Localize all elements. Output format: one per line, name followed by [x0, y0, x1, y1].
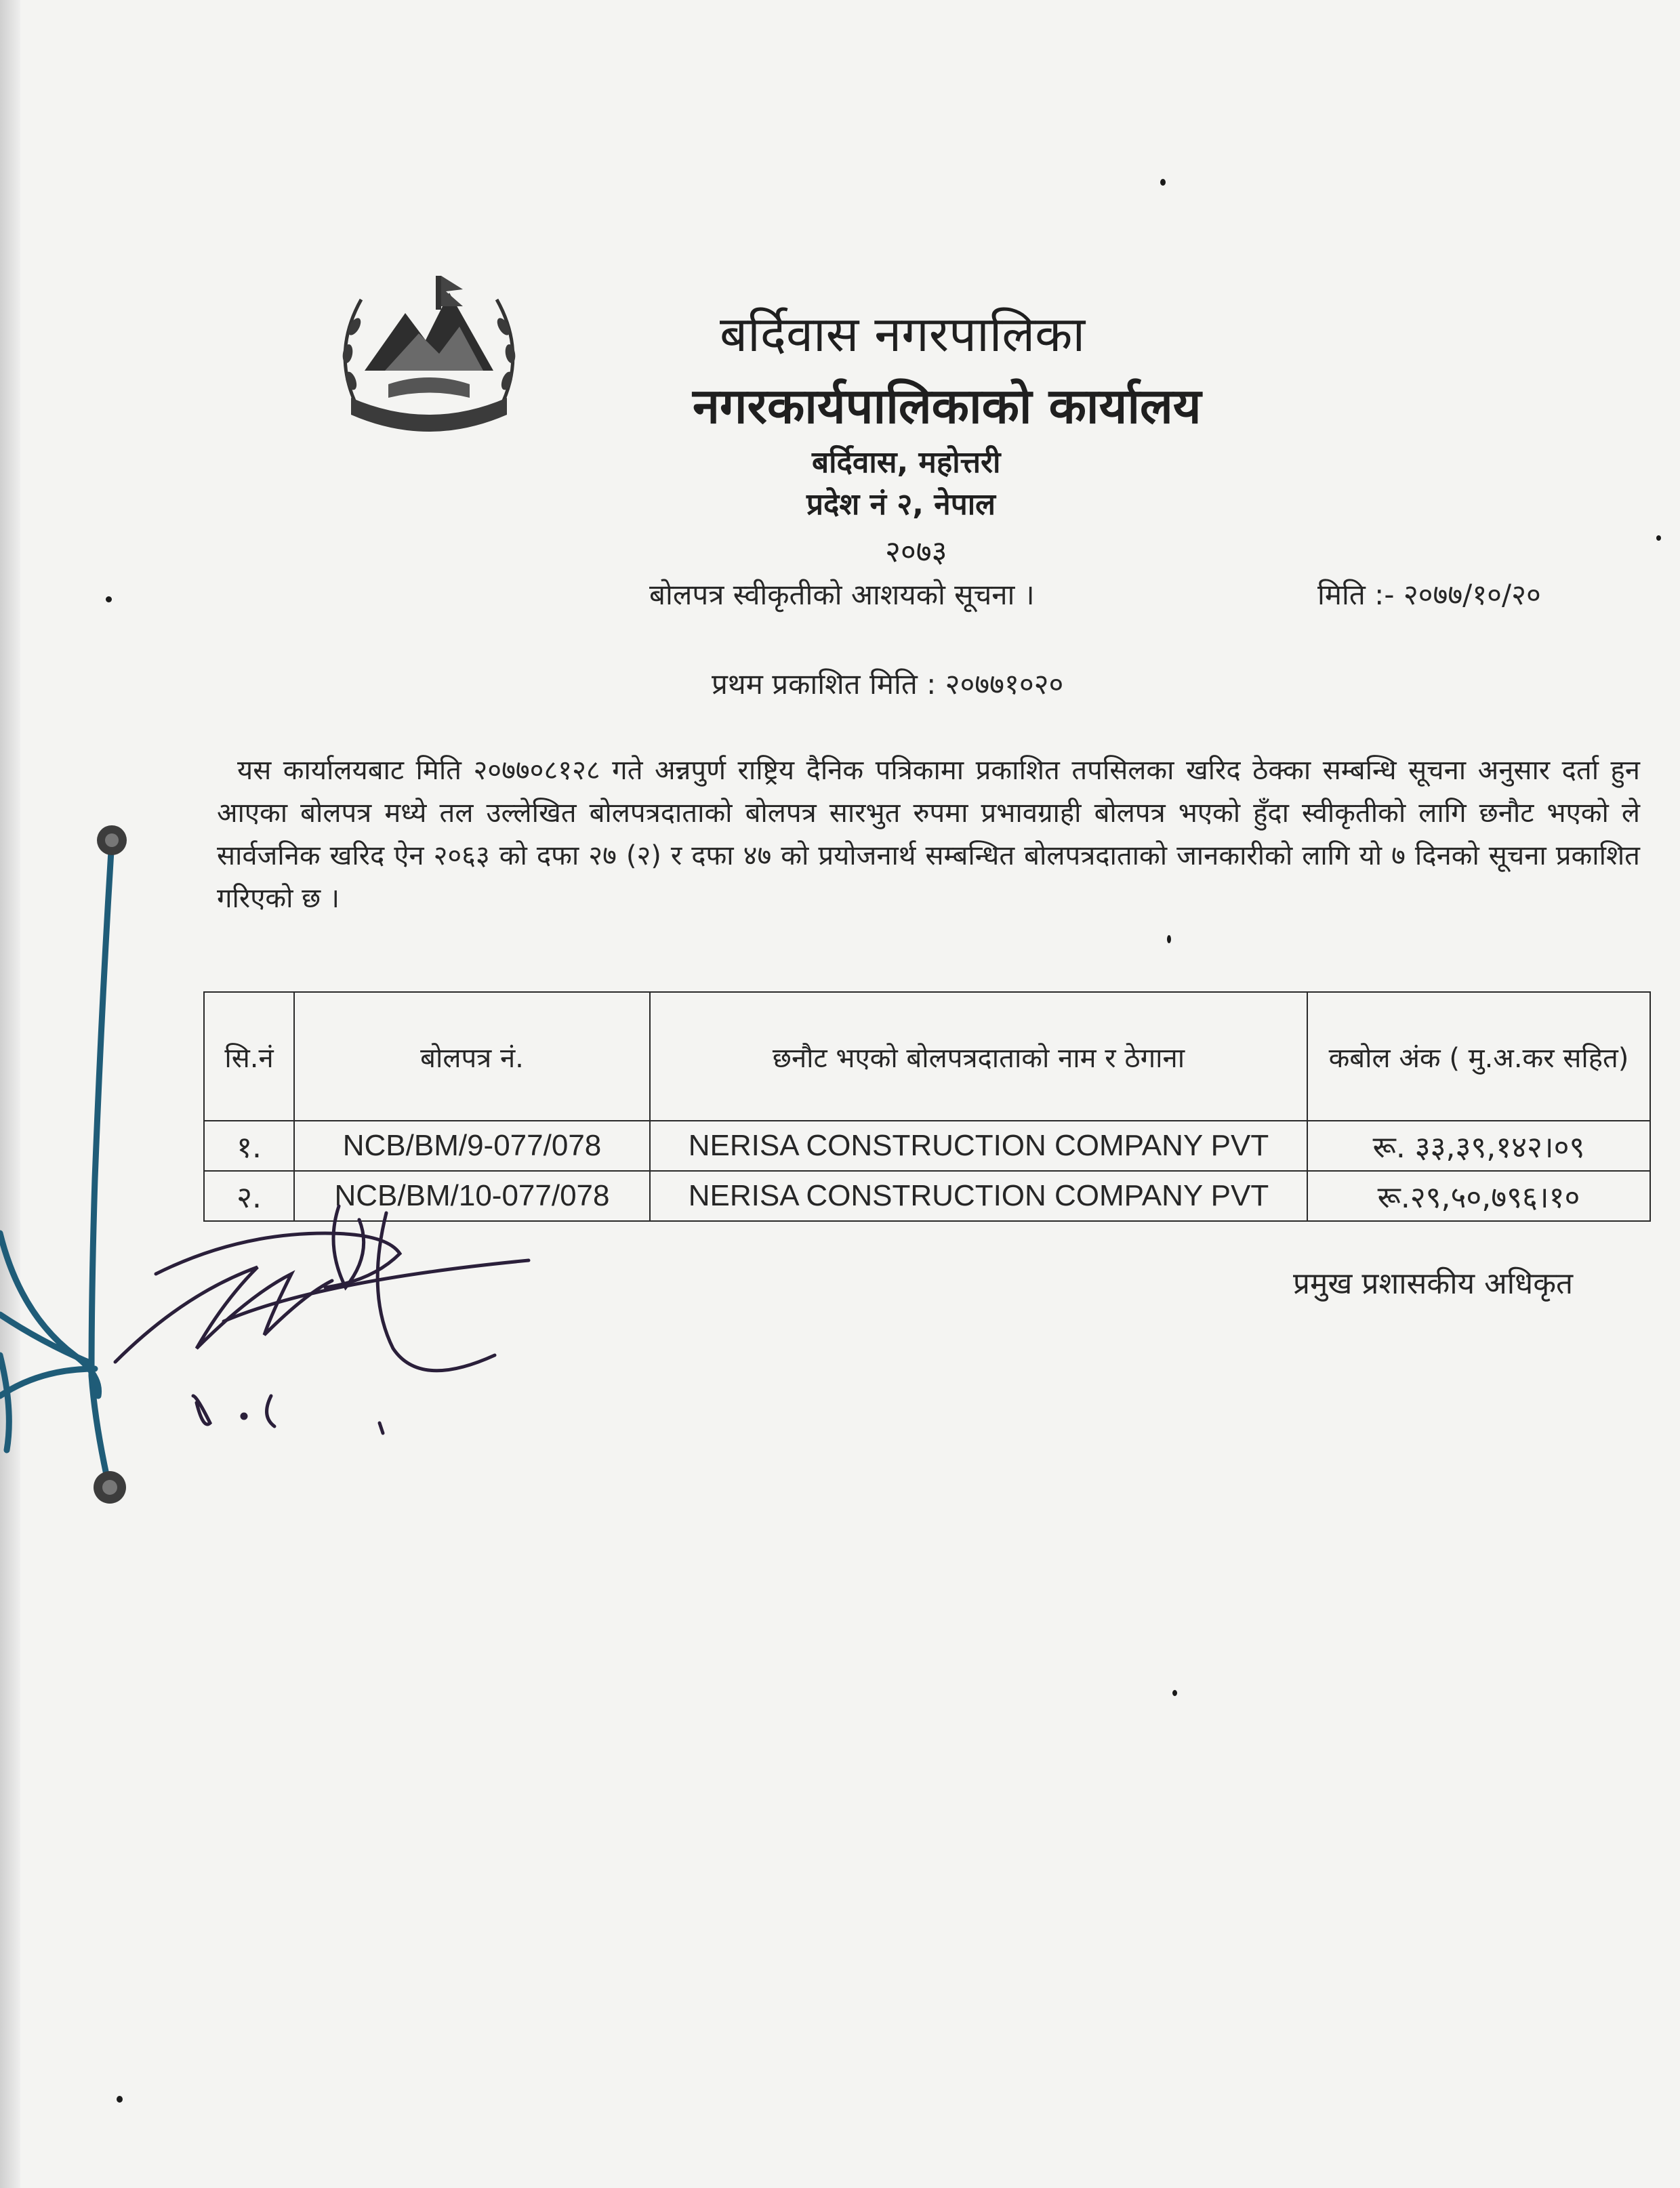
- notice-subject: बोलपत्र स्वीकृतीको आशयको सूचना ।: [649, 578, 1035, 611]
- col-header-bidder: छनौट भएको बोलपत्रदाताको नाम र ठेगाना: [650, 992, 1307, 1121]
- notice-body: यस कार्यालयबाट मिति २०७७०८१२८ गते अन्नपुर्ण राष्ट्रिय दैनिक पत्रिकामा प्रकाशित तपसिलका खरिद ठेक्का सम्बन्धि सूचना अनुसार दर्ता हुन आएका बोलपत्र मध्ये तल उल्लेखित बोलपत्रदाताको बोलपत्र सारभुत रुपमा प्रभावग्राही बोलपत्र भएको हुँदा स्वीकृतीको लागि छनौट भएको ले सार्वजनिक खरिद ऐन २०६३ को दफा २७ (२) र दफा ४७ को प्रयोजनार्थ सम्बन्धित बोलपत्रदाताको जानकारीको लागि यो ७ दिनको सूचना प्रकाशित गरिएको छ ।: [217, 755, 1640, 914]
- municipality-name: बर्दिवास नगरपालिका: [720, 306, 1086, 363]
- ink-dot: [106, 596, 112, 602]
- cell-bid-no: NCB/BM/10-077/078: [294, 1171, 650, 1221]
- col-header-amount: कबोल अंक ( मु.अ.कर सहित): [1307, 992, 1650, 1121]
- cell-sn: २.: [204, 1171, 294, 1221]
- ink-dot: [1167, 935, 1171, 943]
- cell-bid-no: NCB/BM/9-077/078: [294, 1121, 650, 1171]
- office-name: नगरकार्यपालिकाको कार्यालय: [693, 377, 1202, 434]
- province-line: प्रदेश नं २, नेपाल: [806, 487, 996, 522]
- binding-thread: [0, 800, 156, 1531]
- office-address: बर्दिवास, महोत्तरी: [812, 445, 1001, 480]
- nepal-emblem-logo: [324, 252, 534, 449]
- table-header-row: [204, 992, 1650, 1121]
- col-header-sn: सि.नं: [204, 992, 294, 1121]
- bid-table: [203, 991, 1651, 1222]
- notice-date: मिति :- २०७७/१०/२०: [1317, 578, 1541, 611]
- cell-sn: १.: [204, 1121, 294, 1171]
- col-header-bid-no: बोलपत्र नं.: [294, 992, 650, 1121]
- established-year: २०७३: [885, 535, 947, 569]
- ink-dot: [1160, 179, 1166, 186]
- ink-dot: [1172, 1690, 1177, 1696]
- ink-dot: [1656, 535, 1661, 541]
- ink-dot: [117, 2096, 123, 2103]
- handwritten-signature: [102, 1193, 542, 1450]
- cell-bidder: NERISA CONSTRUCTION COMPANY PVT: [650, 1171, 1307, 1221]
- signatory-title: प्रमुख प्रशासकीय अधिकृत: [1293, 1266, 1574, 1301]
- cell-amount: रू.२९,५०,७९६।१०: [1307, 1171, 1650, 1221]
- cell-bidder: NERISA CONSTRUCTION COMPANY PVT: [650, 1121, 1307, 1171]
- table-row: [204, 1121, 1650, 1171]
- first-published-date: प्रथम प्रकाशित मिति : २०७७१०२०: [712, 667, 1064, 701]
- cell-amount: रू. ३३,३९,१४२।०९: [1307, 1121, 1650, 1171]
